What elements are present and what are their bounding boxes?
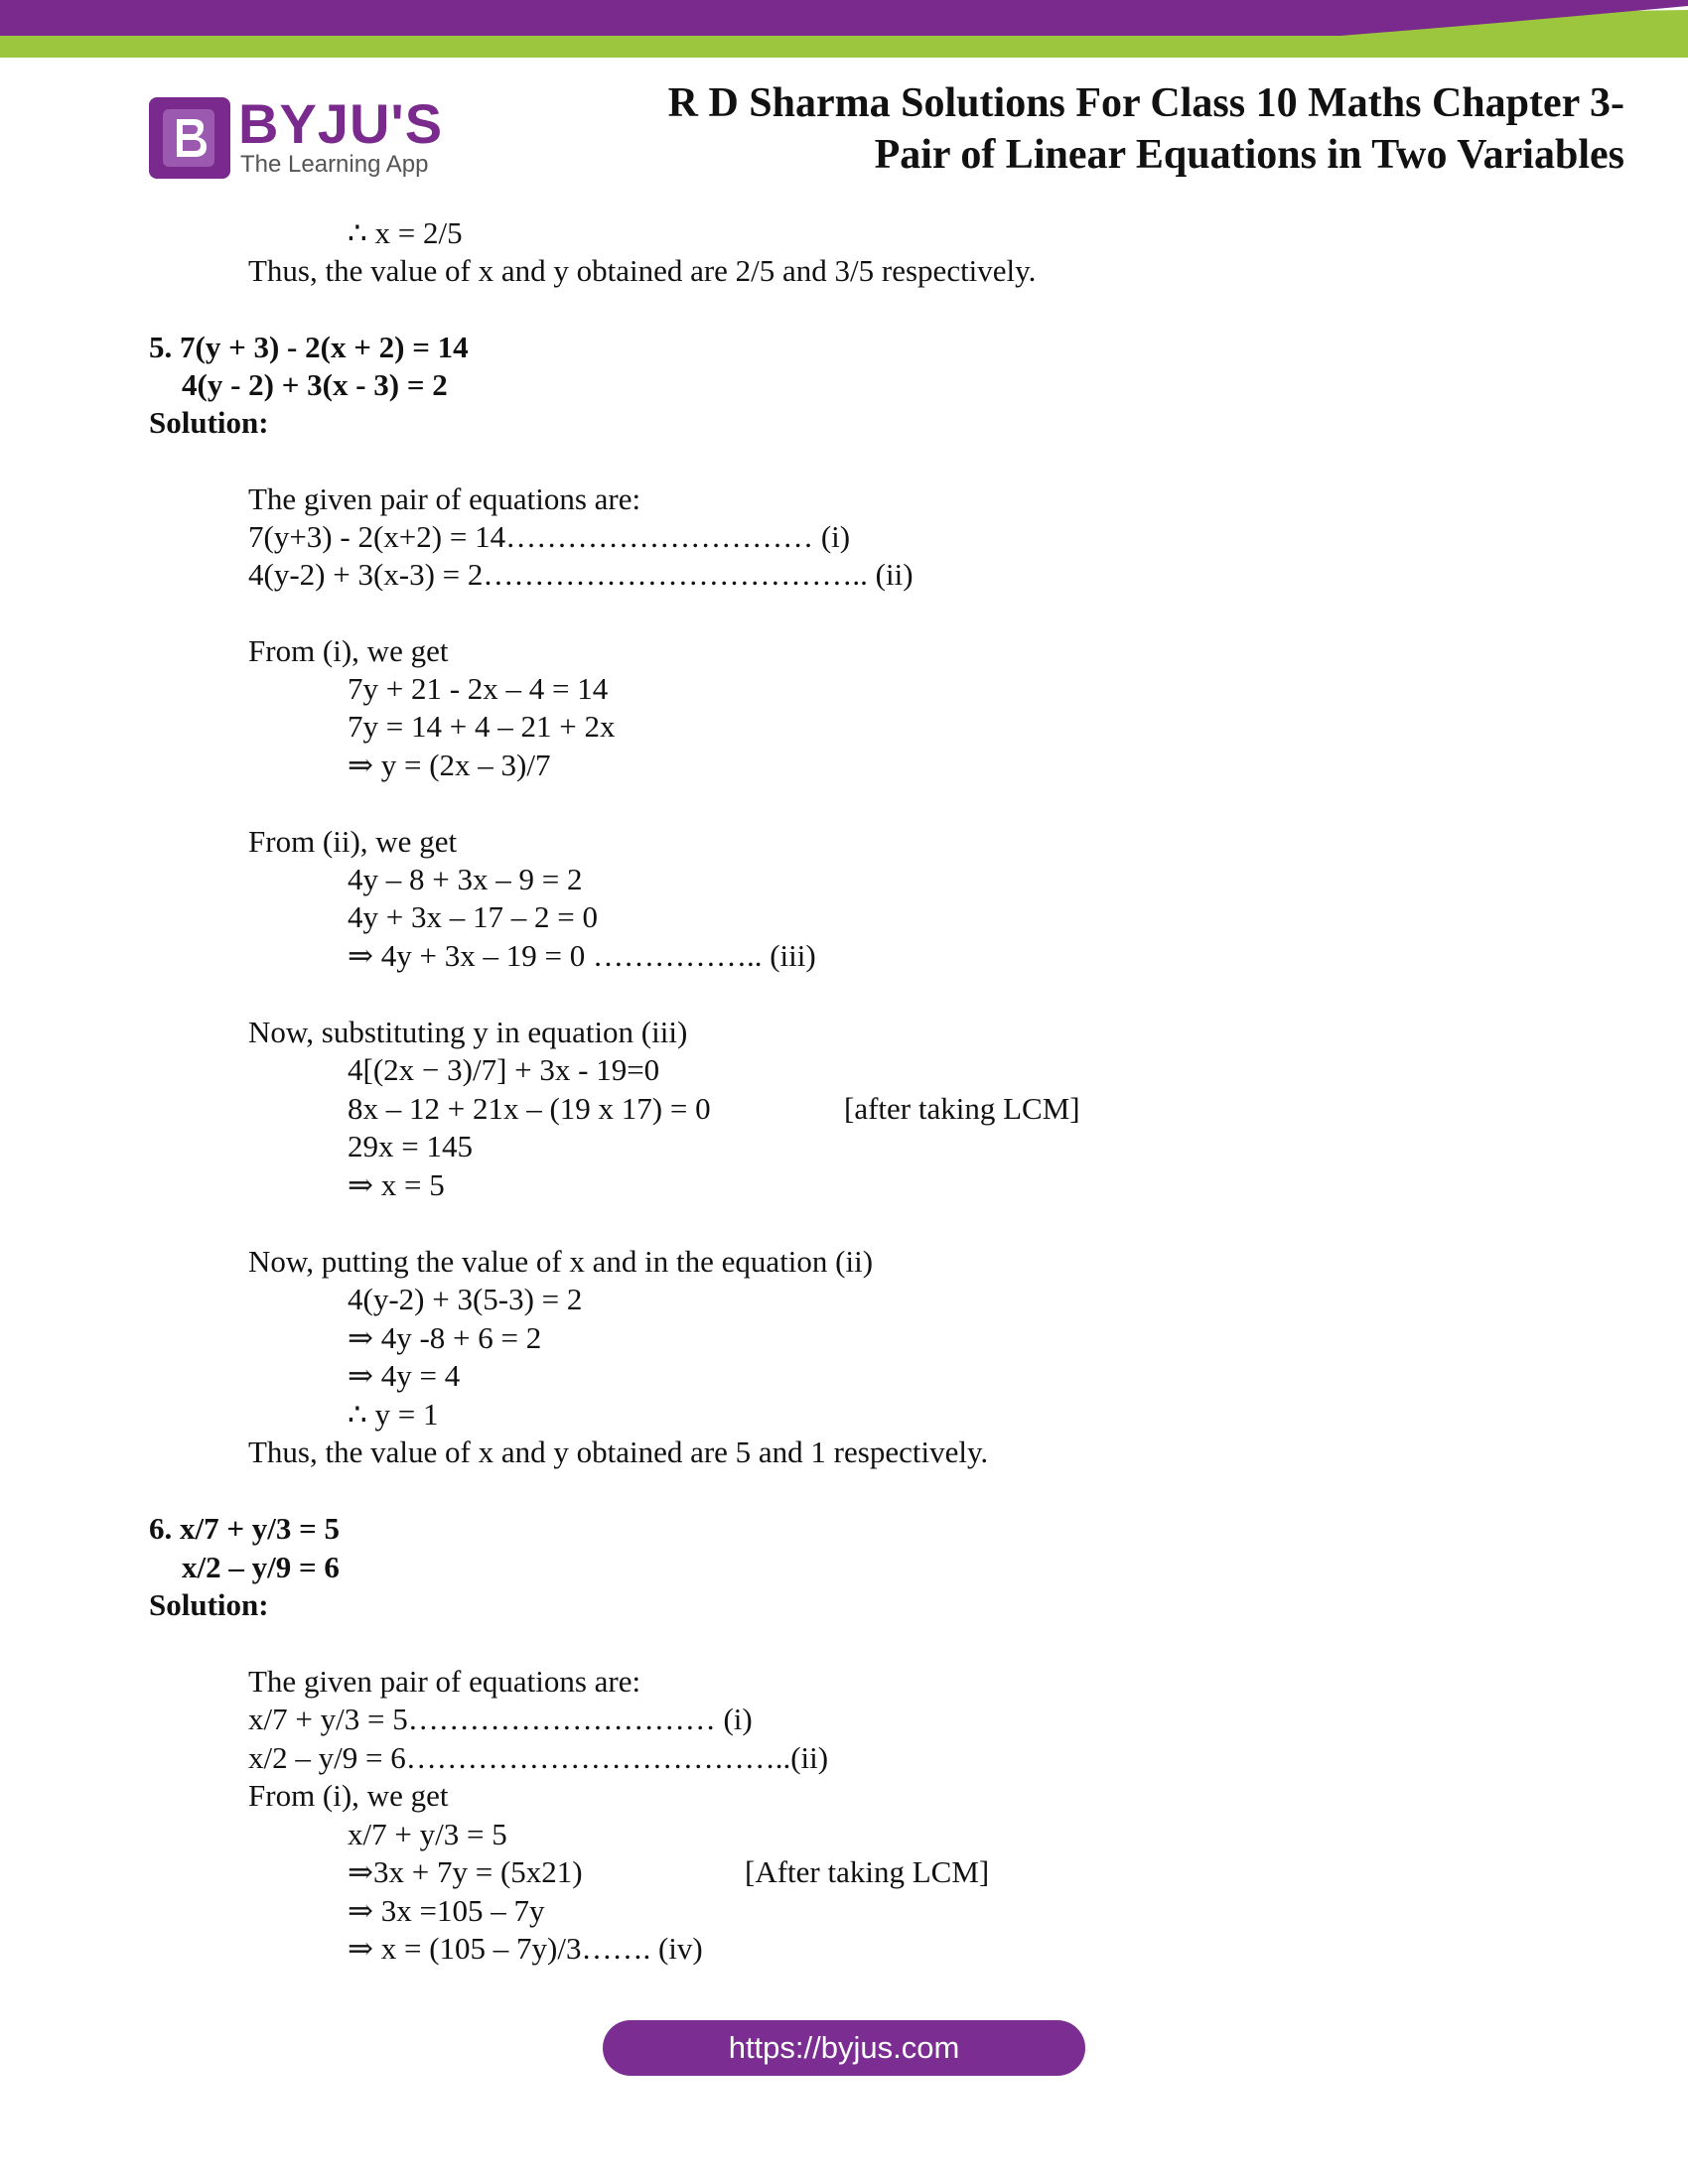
byjus-logo [149,92,447,183]
text-line: ⇒ 4y -8 + 6 = 2 [348,1320,542,1355]
question-6-line-1: 6. x/7 + y/3 = 5 [149,1511,341,1546]
byjus-logo-mark [149,97,230,179]
text-line: From (i), we get [248,1778,449,1813]
text-line: ∴ y = 1 [348,1397,439,1432]
solution-heading: Solution: [149,405,269,440]
text-line: Now, substituting y in equation (iii) [248,1015,688,1049]
text-line: Thus, the value of x and y obtained are 5 and 1 respectively. [248,1434,989,1469]
text-line: ⇒ x = (105 – 7y)/3……. (iv) [348,1931,703,1966]
text-line: Now, putting the value of x and in the equation (ii) [248,1244,874,1279]
question-6-line-2: x/2 – y/9 = 6 [182,1550,340,1584]
text-line: 4[(2x − 3)/7] + 3x - 19=0 [348,1052,660,1087]
text-line: The given pair of equations are: [248,1664,641,1699]
question-5-line-1: 5. 7(y + 3) - 2(x + 2) = 14 [149,330,469,364]
text-line: 29x = 145 [348,1129,473,1163]
text-line: ⇒ x = 5 [348,1167,445,1202]
text-line: x/2 – y/9 = 6………………………………..(ii) [248,1740,829,1775]
text-line: 7y + 21 - 2x – 4 = 14 [348,671,609,706]
text-line: 4y – 8 + 3x – 9 = 2 [348,862,583,896]
text-line: 7(y+3) - 2(x+2) = 14………………………… (i) [248,519,851,554]
logo-b-icon [149,97,230,179]
page-title-line-1: R D Sharma Solutions For Class 10 Maths Chapter 3- [667,80,1624,126]
side-note: [After taking LCM] [745,1854,990,1889]
text-line: The given pair of equations are: [248,481,641,516]
text-line: From (ii), we get [248,824,458,859]
text-line: From (i), we get [248,633,449,668]
text-line: 4(y-2) + 3(x-3) = 2……………………………….. (ii) [248,557,914,592]
question-5-line-2: 4(y - 2) + 3(x - 3) = 2 [182,367,448,402]
side-note: [after taking LCM] [844,1091,1080,1126]
text-line: Thus, the value of x and y obtained are 2/5 and 3/5 respectively. [248,253,1037,288]
text-line: ⇒3x + 7y = (5x21) [348,1854,583,1889]
page-title [582,77,1624,181]
logo-tagline: The Learning App [240,151,429,178]
text-line: ⇒ 4y = 4 [348,1358,461,1393]
text-line: ∴ x = 2/5 [348,215,463,250]
text-line: 4(y-2) + 3(5-3) = 2 [348,1282,583,1316]
page-title-line-2: Pair of Linear Equations in Two Variables [874,132,1624,178]
logo-wordmark: BYJU'S [238,92,444,155]
text-line: 8x – 12 + 21x – (19 x 17) = 0 [348,1091,711,1126]
text-line: x/7 + y/3 = 5 [348,1817,507,1851]
top-banner [0,0,1688,64]
text-line: 4y + 3x – 17 – 2 = 0 [348,899,598,934]
text-line: ⇒ 3x =105 – 7y [348,1893,545,1928]
text-line: ⇒ y = (2x – 3)/7 [348,748,551,782]
text-line: 7y = 14 + 4 – 21 + 2x [348,709,616,744]
text-line: ⇒ 4y + 3x – 19 = 0 …………….. (iii) [348,938,816,973]
website-link[interactable]: https://byjus.com [603,2020,1085,2076]
text-line: x/7 + y/3 = 5………………………… (i) [248,1702,753,1736]
solution-heading: Solution: [149,1587,269,1622]
